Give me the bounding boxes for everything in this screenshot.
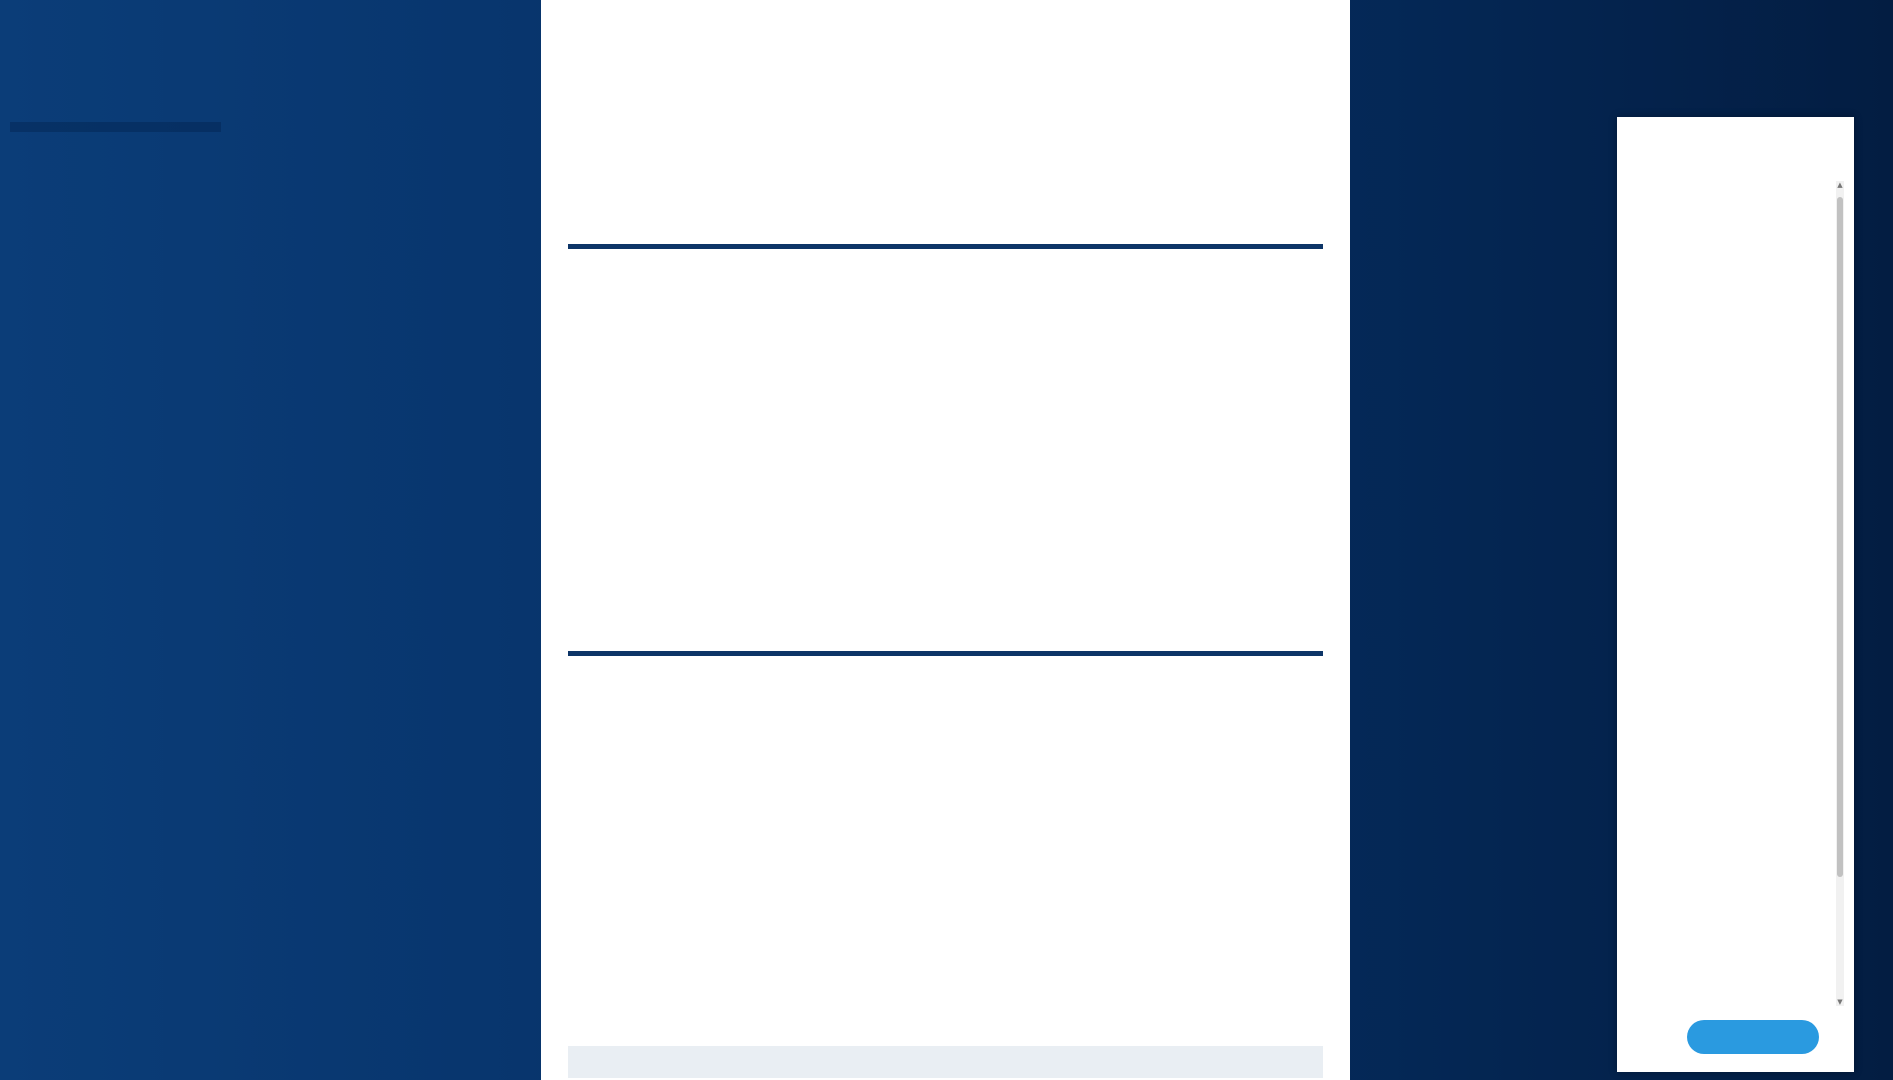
panel-instructions [1626,181,1837,203]
scroll-down-icon[interactable]: ▼ [1837,998,1843,1006]
scroll-up-icon[interactable]: ▲ [1837,181,1843,189]
confirm-report-button[interactable] [1687,1020,1819,1054]
sidebar-nav [10,122,221,132]
responses-panel [1617,117,1854,1072]
responses-list[interactable] [1626,181,1837,1006]
section-competitive-advantage [568,651,1323,656]
panel-scrollbar[interactable] [1836,181,1844,1006]
section-heading-continuous-change [568,1046,1323,1078]
section-customer-satisfaction [568,244,1323,249]
scroll-thumb[interactable] [1837,197,1843,877]
report-area[interactable] [541,0,1350,1080]
